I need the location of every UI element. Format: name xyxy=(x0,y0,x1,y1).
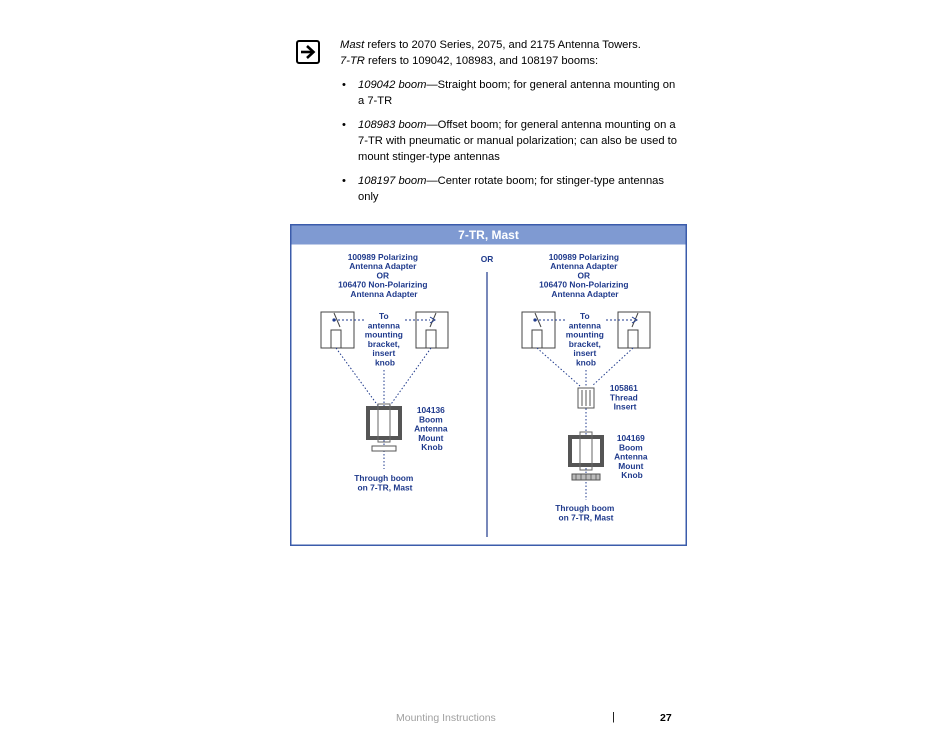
label-line: OR xyxy=(376,270,390,281)
label-line: Antenna Adapter xyxy=(551,288,619,299)
thread-insert-icon xyxy=(578,388,594,408)
adapter-icon xyxy=(618,312,650,348)
list-item xyxy=(340,77,680,109)
boom-term: 109042 boom xyxy=(358,79,427,91)
figure-title: 7-TR, Mast xyxy=(458,228,519,242)
mounting-diagram-svg xyxy=(290,224,687,546)
boom-term: 108197 boom xyxy=(358,175,427,187)
label-line: 105861 xyxy=(609,383,638,393)
label-line: 100989 Polarizing xyxy=(347,252,418,262)
note-line-7tr xyxy=(340,53,700,69)
list-item xyxy=(340,117,680,165)
footer-separator: | xyxy=(612,711,615,723)
note-term: 7-TR xyxy=(340,55,365,67)
boom-description: —Offset boom; for general antenna mounting on a 7-TR with pneumatic or manual polarization; can also be used to mount stinger-type antennas xyxy=(358,119,678,163)
or-label: OR xyxy=(480,254,494,264)
note-term: Mast xyxy=(340,39,365,51)
label-line: Knob xyxy=(621,470,643,481)
label-line: bracket, xyxy=(568,338,601,349)
label-line: 106470 Non-Polarizing xyxy=(539,279,629,290)
label-line: Antenna Adapter xyxy=(550,261,618,272)
adapter-icon xyxy=(321,312,354,348)
footer-section-title: Mounting Instructions xyxy=(396,712,496,724)
label-line: Mount xyxy=(418,432,444,443)
label-line: Antenna Adapter xyxy=(350,288,418,299)
arrow-tail-icon xyxy=(533,318,536,321)
note-text-span: refers to 2070 Series, 2075, and 2175 Antenna Towers. xyxy=(364,39,641,51)
through-boom-label xyxy=(555,503,616,522)
label-line: Through boom xyxy=(354,473,414,483)
label-line: Antenna xyxy=(414,423,448,434)
list-item xyxy=(340,173,680,205)
label-line: Thread xyxy=(609,392,638,403)
adapter-icon xyxy=(522,312,555,348)
label-line: Antenna Adapter xyxy=(349,261,417,272)
bullet-icon: • xyxy=(342,119,346,131)
label-line: Insert xyxy=(613,401,637,412)
label-line: antenna xyxy=(568,320,601,331)
label-line: mounting xyxy=(565,329,604,340)
note-line-mast xyxy=(340,37,700,53)
label-line: Boom xyxy=(618,442,643,453)
note-text-span: refers to 109042, 108983, and 108197 booms: xyxy=(364,55,599,67)
label-line: To xyxy=(379,311,389,321)
bullet-icon: • xyxy=(342,79,346,91)
thread-insert-label xyxy=(610,383,640,412)
label-line: Boom xyxy=(418,414,443,425)
label-line: To xyxy=(580,311,590,321)
arrow-tail-icon xyxy=(332,318,335,321)
label-line: on 7-TR, Mast xyxy=(357,482,413,493)
label-line: 106470 Non-Polarizing xyxy=(338,279,428,290)
label-line: insert xyxy=(573,348,597,359)
label-line: OR xyxy=(577,270,591,281)
label-line: Antenna xyxy=(614,451,648,462)
label-line: mounting xyxy=(364,329,403,340)
adapter-icon xyxy=(416,312,448,348)
page-number: 27 xyxy=(660,712,672,724)
label-line: on 7-TR, Mast xyxy=(558,512,614,523)
mounting-diagram xyxy=(290,224,687,546)
through-boom-label xyxy=(354,473,415,492)
label-line: insert xyxy=(372,348,396,359)
arrow-note-icon xyxy=(296,40,320,64)
label-line: 104169 xyxy=(616,433,645,443)
bullet-icon: • xyxy=(342,175,346,187)
boom-description: —Straight boom; for general antenna mounting on a 7-TR xyxy=(358,79,676,107)
label-line: bracket, xyxy=(367,338,400,349)
boom-term: 108983 boom xyxy=(358,119,427,131)
label-line: Through boom xyxy=(555,503,615,513)
boom-list xyxy=(340,77,680,213)
label-line: Knob xyxy=(421,442,443,453)
label-line: knob xyxy=(575,357,597,368)
note-text xyxy=(340,37,700,69)
boom-description: —Center rotate boom; for stinger-type antennas only xyxy=(358,175,664,203)
label-line: knob xyxy=(374,357,396,368)
label-line: Mount xyxy=(618,460,644,471)
label-line: 104136 xyxy=(416,405,445,415)
label-line: 100989 Polarizing xyxy=(548,252,619,262)
label-line: antenna xyxy=(367,320,400,331)
